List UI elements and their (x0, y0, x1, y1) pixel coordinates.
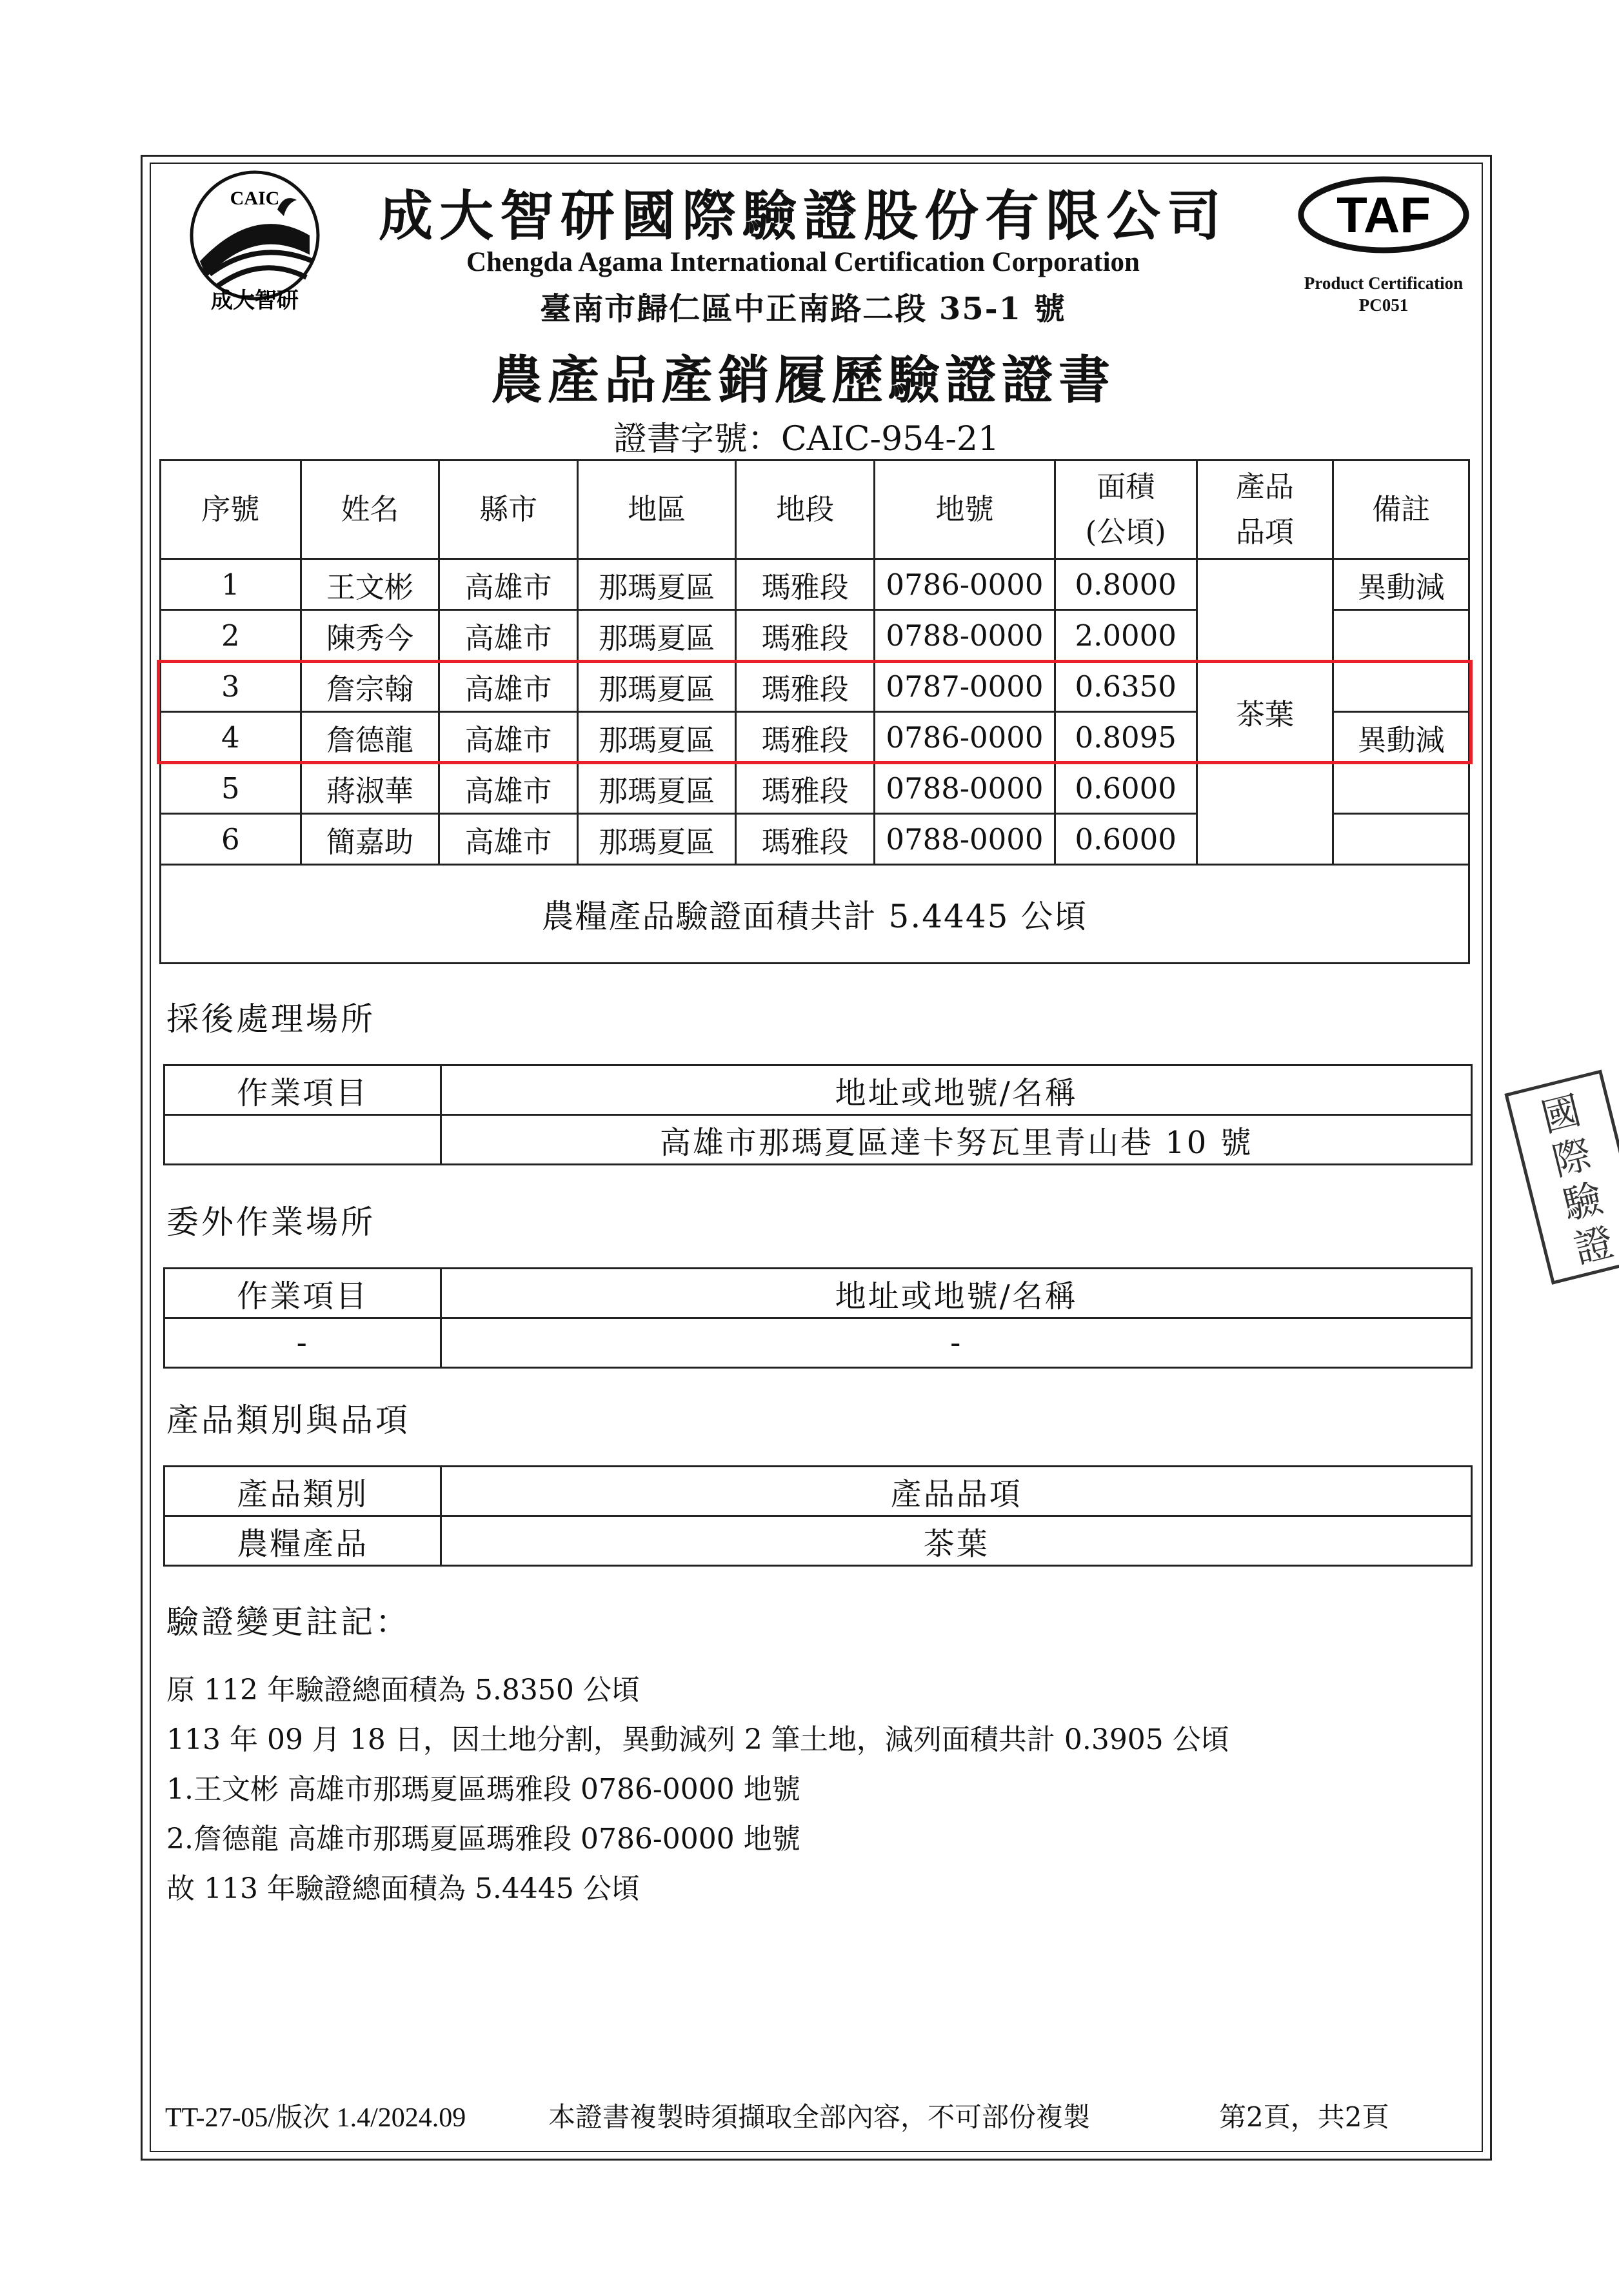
header-area-line2: (公頃) (1085, 515, 1166, 549)
cell-section: 瑪雅段 (736, 610, 875, 661)
change-note-line: 113 年 09 月 18 日，因土地分割，異動減列 2 筆土地，減列面積共計 0.3905 公頃 (166, 1723, 1229, 1756)
cell-name: 詹德龍 (301, 712, 439, 763)
header-product (1197, 460, 1333, 559)
cell-section: 瑪雅段 (736, 712, 875, 763)
cell-lot: 0788-0000 (875, 610, 1055, 661)
cell-district: 那瑪夏區 (577, 661, 736, 712)
company-address: 臺南市歸仁區中正南路二段 35-1 號 (540, 291, 1066, 327)
taf-code: PC051 (1358, 295, 1409, 315)
post-harvest-row-address: 高雄市那瑪夏區達卡努瓦里青山巷 10 號 (441, 1115, 1472, 1165)
cell-city: 高雄市 (439, 661, 578, 712)
svg-text:證: 證 (1569, 1219, 1618, 1273)
header-no: 序號 (161, 460, 301, 559)
highlight-box (157, 660, 1473, 764)
header-name: 姓名 (301, 460, 439, 559)
cell-area: 0.6000 (1055, 763, 1197, 814)
post-harvest-row-item (164, 1115, 441, 1165)
product-category-col-item: 產品品項 (441, 1467, 1472, 1516)
seal-stamp-icon (1509, 1058, 1619, 1303)
product-category-row-item: 茶葉 (441, 1516, 1472, 1566)
cell-name: 王文彬 (301, 559, 439, 610)
cell-area: 2.0000 (1055, 610, 1197, 661)
change-note-line: 故 113 年驗證總面積為 5.4445 公頃 (166, 1872, 640, 1905)
cell-name: 陳秀今 (301, 610, 439, 661)
cell-name: 蔣淑華 (301, 763, 439, 814)
change-notes-label: 驗證變更註記： (166, 1603, 410, 1641)
cell-lot: 0788-0000 (875, 814, 1055, 865)
cell-section: 瑪雅段 (736, 763, 875, 814)
table-row (161, 559, 1469, 610)
outsourced-table (163, 1267, 1473, 1369)
cell-no: 4 (161, 712, 301, 763)
certificate-title: 農產品產銷履歷驗證證書 (491, 350, 1115, 410)
header-area (1055, 460, 1197, 559)
cell-city: 高雄市 (439, 712, 578, 763)
header-area-line1: 面積 (1097, 470, 1155, 504)
cell-district: 那瑪夏區 (577, 712, 736, 763)
cell-no: 6 (161, 814, 301, 865)
cell-area: 0.6350 (1055, 661, 1197, 712)
outsourced-row-item: - (164, 1318, 441, 1368)
outsourced-label: 委外作業場所 (166, 1203, 375, 1241)
header-remark: 備註 (1333, 460, 1469, 559)
cell-city: 高雄市 (439, 763, 578, 814)
outsourced-col-address: 地址或地號/名稱 (441, 1269, 1472, 1318)
cell-no: 5 (161, 763, 301, 814)
cell-district: 那瑪夏區 (577, 763, 736, 814)
header-lot: 地號 (875, 460, 1055, 559)
cell-lot: 0788-0000 (875, 763, 1055, 814)
cell-district: 那瑪夏區 (577, 559, 736, 610)
header-section: 地段 (736, 460, 875, 559)
total-area: 農糧產品驗證面積共計 5.4445 公頃 (161, 865, 1469, 964)
cell-name: 簡嘉助 (301, 814, 439, 865)
taf-product-certification: Product Certification (1304, 273, 1464, 293)
cell-lot: 0786-0000 (875, 559, 1055, 610)
table-total-row (161, 865, 1469, 964)
cell-district: 那瑪夏區 (577, 610, 736, 661)
table-header-row (161, 460, 1469, 559)
cell-lot: 0786-0000 (875, 712, 1055, 763)
cell-no: 2 (161, 610, 301, 661)
outsourced-col-item: 作業項目 (164, 1269, 441, 1318)
svg-text:驗: 驗 (1558, 1175, 1607, 1229)
change-note-line: 1.王文彬 高雄市那瑪夏區瑪雅段 0786-0000 地號 (166, 1773, 800, 1806)
company-name-cn: 成大智研國際驗證股份有限公司 (378, 184, 1227, 248)
cell-remark (1333, 814, 1469, 865)
outsourced-row-address: - (441, 1318, 1472, 1368)
header-product-line1: 產品 (1235, 470, 1294, 504)
logo-cn-text: 成大智研 (211, 288, 299, 313)
post-harvest-table (163, 1064, 1473, 1165)
cell-section: 瑪雅段 (736, 559, 875, 610)
product-category-row-category: 農糧產品 (164, 1516, 441, 1566)
footer-form-code: TT-27-05/版次 1.4/2024.09 (165, 2103, 466, 2133)
caic-logo-icon (181, 164, 329, 313)
cell-area: 0.8095 (1055, 712, 1197, 763)
cell-remark (1333, 763, 1469, 814)
cell-section: 瑪雅段 (736, 814, 875, 865)
company-name-en: Chengda Agama International Certification Corporation (466, 247, 1140, 277)
footer-notice: 本證書複製時須擷取全部內容，不可部份複製 (548, 2101, 1091, 2133)
cell-remark (1333, 610, 1469, 661)
cell-area: 0.8000 (1055, 559, 1197, 610)
cell-city: 高雄市 (439, 610, 578, 661)
certificate-number: 證書字號：CAIC-954-21 (613, 420, 1000, 459)
cell-area: 0.6000 (1055, 814, 1197, 865)
taf-logo-icon (1296, 173, 1471, 257)
cell-remark: 異動減 (1333, 559, 1469, 610)
product-category-label: 產品類別與品項 (166, 1401, 410, 1439)
cell-product-item: 茶葉 (1197, 559, 1333, 865)
change-note-line: 2.詹德龍 高雄市那瑪夏區瑪雅段 0786-0000 地號 (166, 1823, 800, 1856)
taf-text: TAF (1336, 186, 1431, 243)
header-city: 縣市 (439, 460, 578, 559)
header-district: 地區 (577, 460, 736, 559)
post-harvest-label: 採後處理場所 (166, 1000, 375, 1038)
cell-city: 高雄市 (439, 559, 578, 610)
post-harvest-col-item: 作業項目 (164, 1065, 441, 1115)
change-notes-body (166, 1665, 1229, 1914)
svg-text:際: 際 (1547, 1131, 1596, 1185)
cell-lot: 0787-0000 (875, 661, 1055, 712)
cell-section: 瑪雅段 (736, 661, 875, 712)
cell-district: 那瑪夏區 (577, 814, 736, 865)
change-note-line: 原 112 年驗證總面積為 5.8350 公頃 (166, 1674, 640, 1707)
svg-text:國: 國 (1536, 1087, 1585, 1142)
cell-no: 1 (161, 559, 301, 610)
logo-caic-text: CAIC (230, 188, 280, 209)
cell-remark: 異動減 (1333, 712, 1469, 763)
cell-city: 高雄市 (439, 814, 578, 865)
cell-name: 詹宗翰 (301, 661, 439, 712)
footer-page: 第2頁，共2頁 (1219, 2101, 1389, 2133)
post-harvest-col-address: 地址或地號/名稱 (441, 1065, 1472, 1115)
cell-no: 3 (161, 661, 301, 712)
product-category-col-category: 產品類別 (164, 1467, 441, 1516)
header-product-line2: 品項 (1235, 515, 1294, 549)
product-category-table (163, 1465, 1473, 1567)
